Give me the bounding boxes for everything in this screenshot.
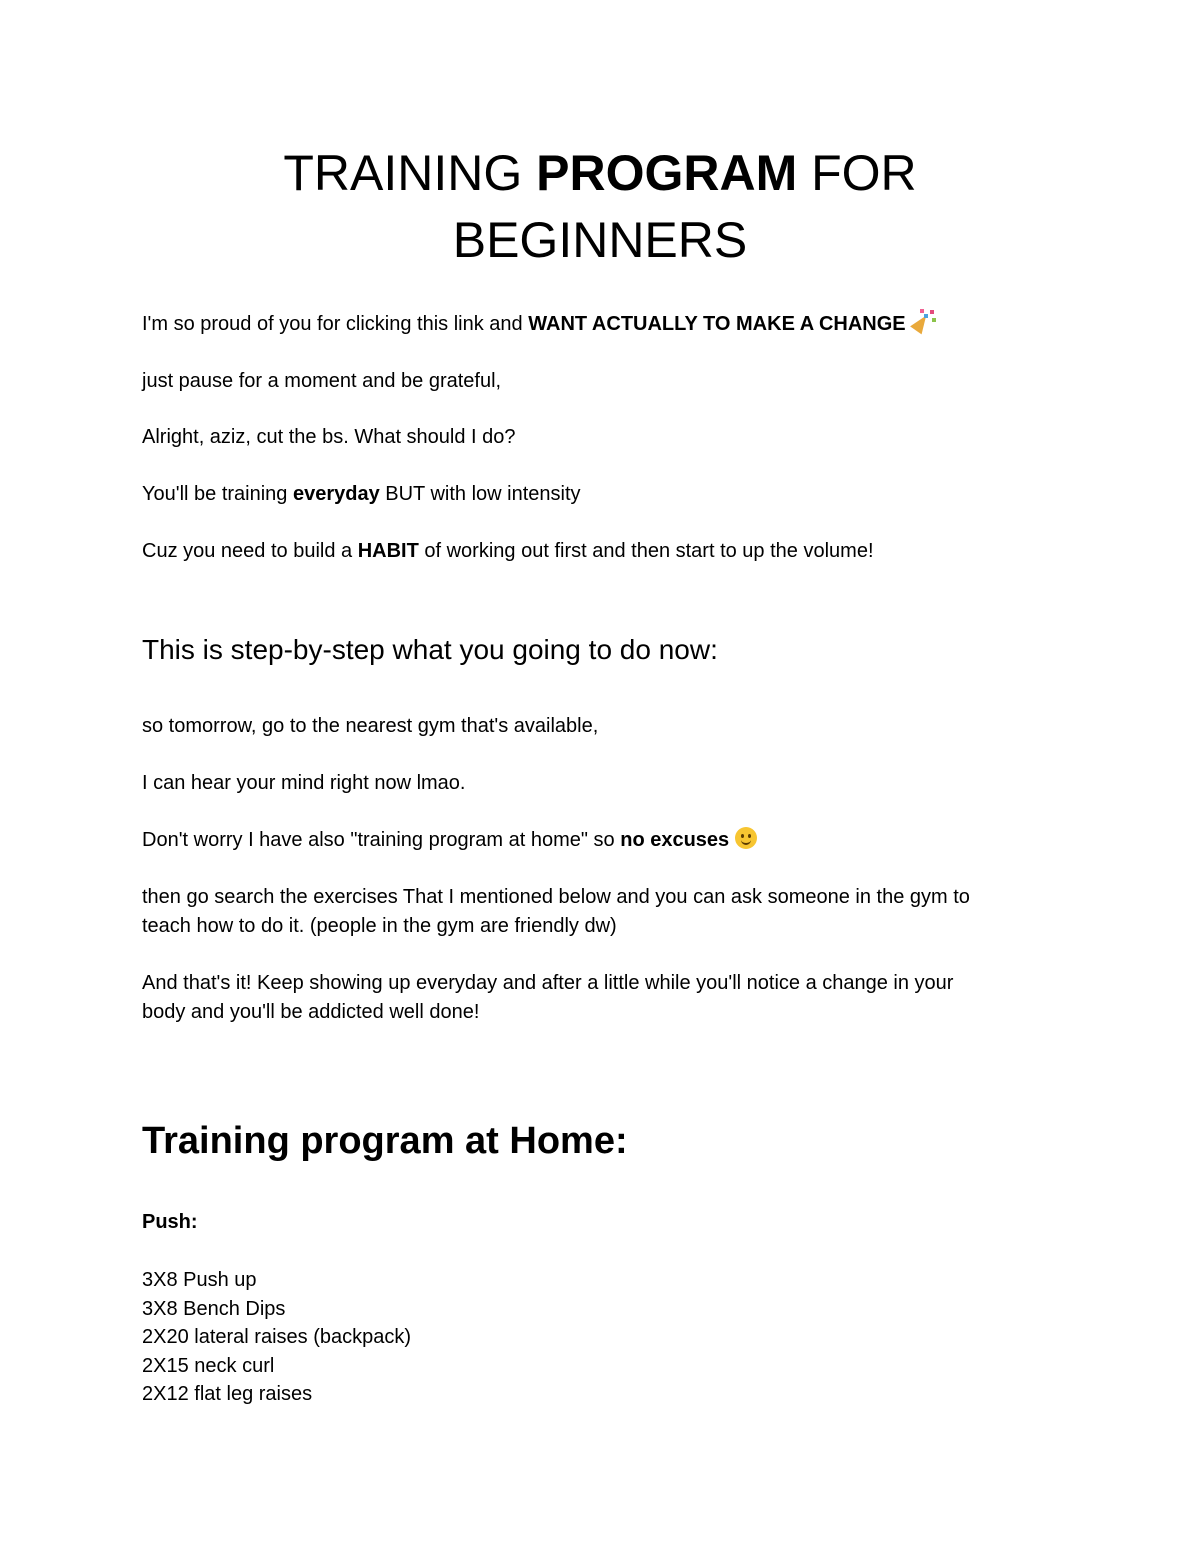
text-line: then go search the exercises That I mentioned below and you can ask someone in the gym to — [142, 886, 970, 908]
bold-text: WANT ACTUALLY TO MAKE A CHANGE — [528, 313, 906, 335]
paragraph — [142, 969, 953, 1026]
paragraph: Alright, aziz, cut the bs. What should I do? — [142, 426, 516, 448]
document-title-line-1 — [0, 139, 1200, 207]
text: of working out first and then start to up the volume! — [418, 540, 874, 562]
paragraph: I can hear your mind right now lmao. — [142, 772, 466, 794]
bold-text: no excuses — [620, 829, 730, 851]
text-line: teach how to do it. (people in the gym are friendly dw) — [142, 914, 617, 937]
party-popper-icon — [912, 309, 936, 333]
paragraph: so tomorrow, go to the nearest gym that's available, — [142, 715, 599, 737]
text: I'm so proud of you for clicking this link and — [142, 313, 529, 335]
text-line: body and you'll be addicted well done! — [142, 1000, 480, 1023]
text: BUT with low intensity — [379, 483, 581, 505]
list-item: 2X20 lateral raises (backpack) — [142, 1326, 412, 1348]
paragraph — [142, 537, 874, 566]
list-item: 3X8 Bench Dips — [142, 1297, 286, 1320]
home-program-heading: Training program at Home: — [142, 1120, 628, 1162]
bold-text: HABIT — [357, 540, 419, 562]
paragraph — [142, 480, 581, 509]
paragraph — [142, 826, 757, 855]
exercise-list — [142, 1266, 411, 1409]
text: Don't worry I have also "training program at home" so — [142, 829, 621, 851]
steps-heading: This is step-by-step what you going to do now: — [142, 634, 718, 665]
paragraph — [142, 309, 936, 339]
paragraph — [142, 883, 970, 940]
title-bold-text: PROGRAM — [536, 145, 798, 201]
text: Cuz you need to build a — [142, 540, 358, 562]
list-item: 2X15 neck curl — [142, 1354, 275, 1377]
bold-text: everyday — [292, 483, 380, 505]
list-item: 2X12 flat leg raises — [142, 1383, 313, 1405]
title-text: FOR — [797, 145, 917, 201]
smiley-icon — [735, 827, 757, 849]
text: You'll be training — [142, 483, 293, 505]
title-text: TRAINING — [283, 145, 537, 201]
paragraph: just pause for a moment and be grateful, — [142, 370, 502, 392]
list-item: 3X8 Push up — [142, 1269, 257, 1291]
document-title-line-2: BEGINNERS — [452, 212, 748, 268]
text-line: And that's it! Keep showing up everyday and after a little while you'll notice a change in your — [142, 972, 954, 994]
push-label: Push: — [142, 1211, 198, 1233]
